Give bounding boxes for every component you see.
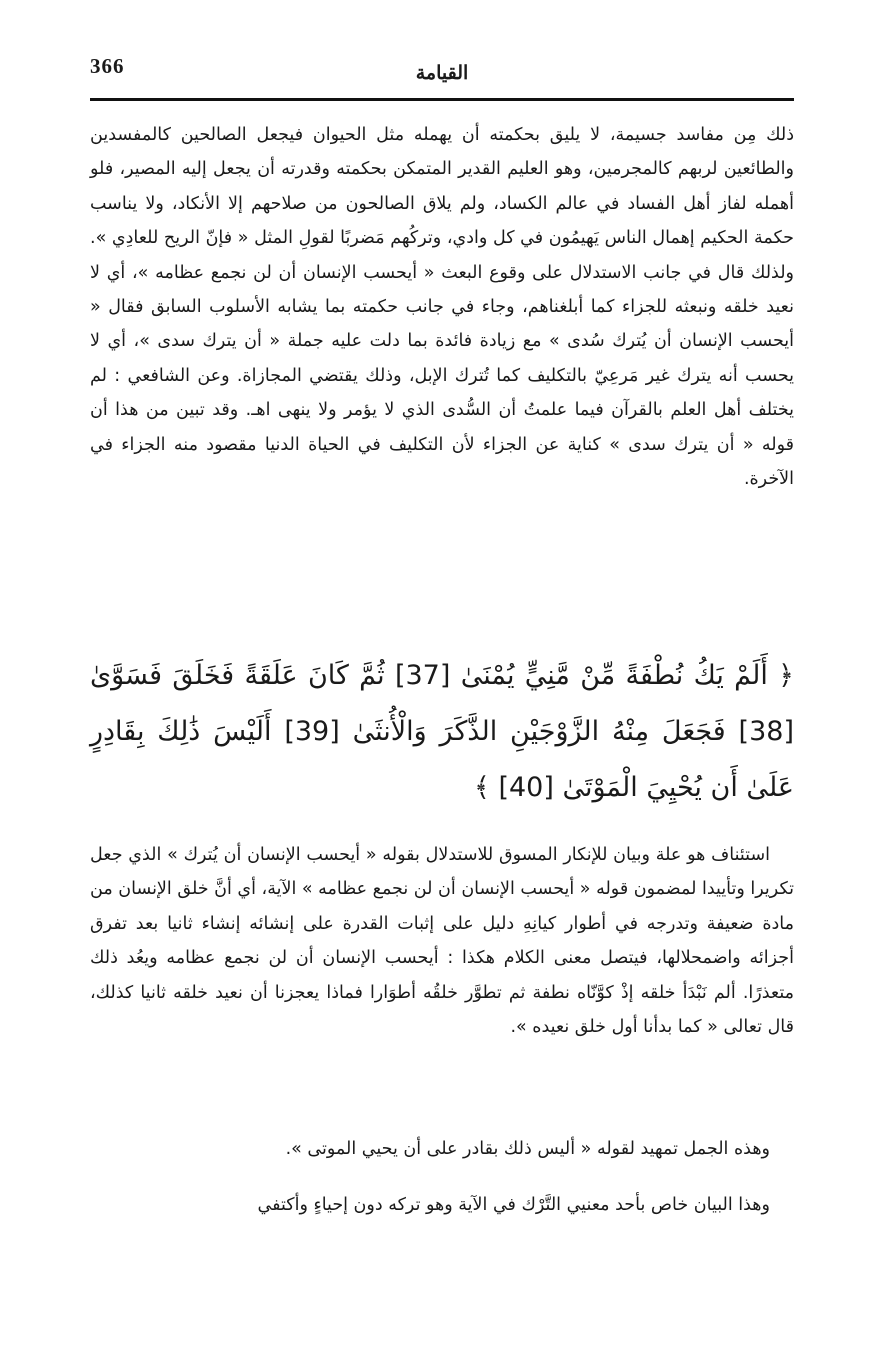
page-number: 366 xyxy=(90,54,125,78)
running-title: القيامة xyxy=(415,62,469,84)
body-paragraph-2-text: استئناف هو علة وبيان للإنكار المسوق للاستدلال بقوله « أيحسب الإنسان أن يُترك » الذي جعل تكريرا وتأييدا لمضمون قوله « أيحسب الإنسان أن لن نجمع عظامه » الآية، أي أنَّ خلق الإنسان من مادة ضعيفة وتدرجه في أطوار كيانِهِ دليل على إثبات القدرة على إنشائه إنشاء ثانيا بعد تفرق أجزائه واضمحلالها، فيتصل معنى الكلام هكذا : أيحسب الإنسان أن لن نجمع عظامه ويعُد ذلك متعذرًا. ألم نَبْدَأ خلقه إذْ كوَّنّاه نطفة ثم تطوَّر خلقُه أطوَارا فماذا يعجزنا أن نعيد خلقه ثانيا كذلك، قال تعالى « كما بدأنا أول خلق نعيده ». xyxy=(90,845,794,1038)
body-paragraph-2 xyxy=(90,838,794,1044)
body-paragraph-1: ذلك مِن مفاسد جسيمة، لا يليق بحكمته أن يهمله مثل الحيوان فيجعل الصالحين كالمفسدين والطائعين لربهم كالمجرمين، وهو العليم القدير المتمكن بحكمته وقدرته أن يجعل إليه المصير، فلو أهمله لفاز أهل الفساد في عالم الكساد، ولم يلاق الصالحون من صلاحهم إلا الأنكاد، ولا يناسب حكمة الحكيم إهمال الناس يَهيمُون في كل وادي، وتركُهم مَضربًا لقولِ المثل « فإنّ الريح للعادِي ». ولذلك قال في جانب الاستدلال على وقوع البعث « أيحسب الإنسان أن لن نجمع عظامه »، أي لا نعيد خلقه ونبعثه للجزاء كما أبلغناهم، وجاء في جانب حكمته بما يشابه الأسلوب السابق فقال « أيحسب الإنسان أن يُترك سُدى » مع زيادة فائدة بما دلت عليه جملة « أن يترك سدى »، أي لا يحسب أنه يترك غير مَرعِيّ بالتكليف كما تُترك الإبل، وذلك يقتضي المجازاة. وعن الشافعي : لم يختلف أهل العلم بالقرآن فيما علمتُ أن السُّدى الذي لا يؤمر ولا ينهى اهـ. وقد تبين من هذا أن قوله « أن يترك سدى » كناية عن الجزاء لأن التكليف في الحياة الدنيا مقصود منه الجزاء في الآخرة. xyxy=(90,125,794,490)
quran-verse-block: ﴿ أَلَمْ يَكُ نُطْفَةً مِّنْ مَّنِيٍّ يُمْنَىٰ [37] ثُمَّ كَانَ عَلَقَةً فَخَلَقَ فَسَوَّىٰ [38] فَجَعَلَ مِنْهُ الزَّوْجَيْنِ الذَّكَرَ وَالْأُنثَىٰ [39] أَلَيْسَ ذَٰلِكَ بِقَادِرٍ عَلَىٰ أَن يُحْيِيَ الْمَوْتَىٰ [40] ﴾ xyxy=(90,660,795,803)
body-paragraph-4-text: وهذا البيان خاص بأحد معنيي التَّرْك في الآية وهو تركه دون إحياءٍ وأكتفي xyxy=(257,1195,770,1215)
body-paragraph-4 xyxy=(90,1188,794,1222)
body-paragraph-3-text: وهذه الجمل تمهيد لقوله « أليس ذلك بقادر على أن يحيي الموتى ». xyxy=(285,1139,770,1159)
header-rule xyxy=(90,98,794,101)
page-header xyxy=(90,54,794,94)
body-paragraph-3 xyxy=(90,1132,794,1166)
